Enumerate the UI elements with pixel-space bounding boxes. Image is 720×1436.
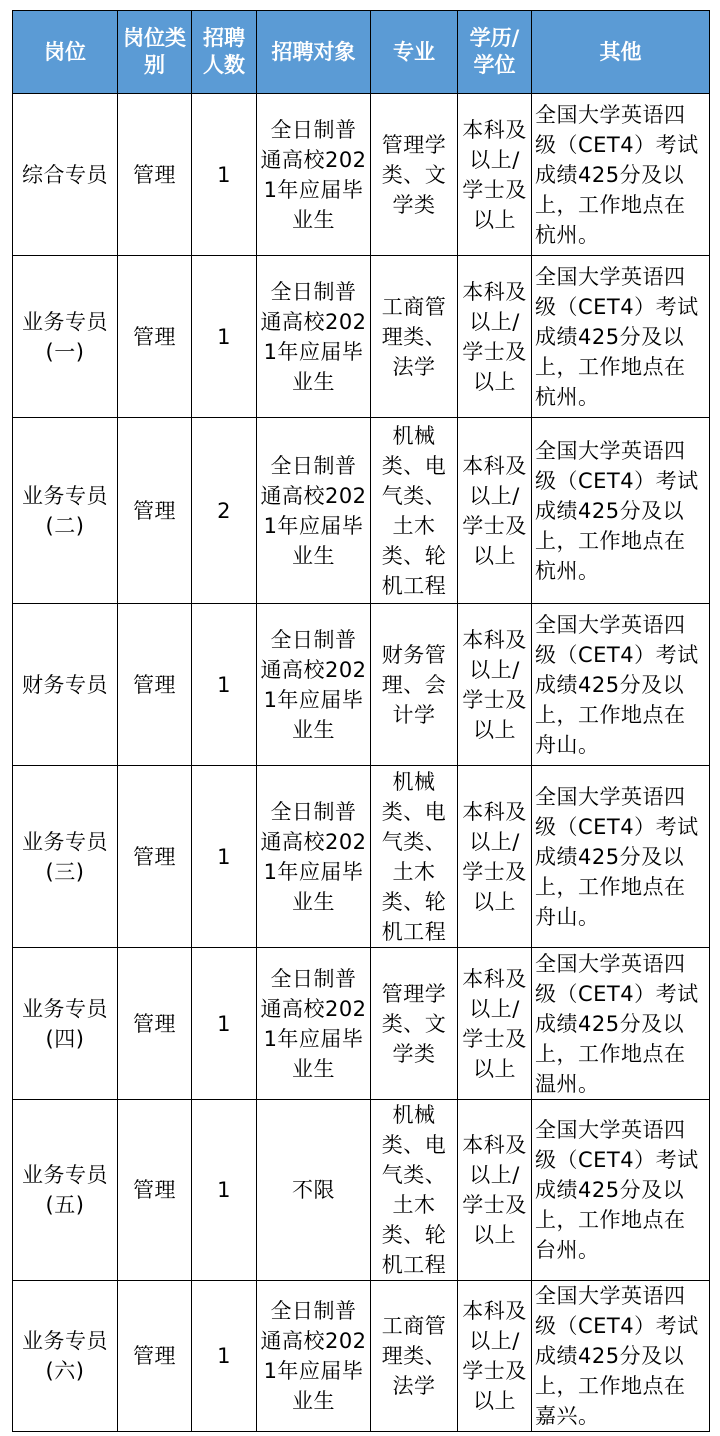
- table-row: [13, 418, 710, 604]
- cell-degree: 本科及以上/学士及以上: [458, 604, 532, 766]
- cell-position: 业务专员(五): [13, 1100, 118, 1281]
- cell-category: 管理: [118, 1281, 192, 1432]
- cell-major: 工商管理类、法学: [371, 256, 458, 418]
- cell-position: 业务专员(三): [13, 766, 118, 948]
- cell-other: 全国大学英语四级（CET4）考试成绩425分及以上，工作地点在杭州。: [532, 256, 710, 418]
- cell-major: 财务管理、会计学: [371, 604, 458, 766]
- cell-major: 机械类、电气类、土木类、轮机工程: [371, 766, 458, 948]
- cell-other: 全国大学英语四级（CET4）考试成绩425分及以上，工作地点在舟山。: [532, 766, 710, 948]
- cell-category: 管理: [118, 418, 192, 604]
- table-row: [13, 1281, 710, 1432]
- cell-category: 管理: [118, 256, 192, 418]
- cell-count: 1: [192, 1100, 257, 1281]
- header-count: 招聘人数: [192, 11, 257, 94]
- header-major: 专业: [371, 11, 458, 94]
- cell-target: 全日制普通高校2021年应届毕业生: [257, 604, 371, 766]
- header-target: 招聘对象: [257, 11, 371, 94]
- table-body: [13, 94, 710, 1432]
- header-category: 岗位类别: [118, 11, 192, 94]
- cell-target: 全日制普通高校2021年应届毕业生: [257, 94, 371, 256]
- table-row: [13, 256, 710, 418]
- cell-other: 全国大学英语四级（CET4）考试成绩425分及以上，工作地点在舟山。: [532, 604, 710, 766]
- cell-position: 综合专员: [13, 94, 118, 256]
- cell-target: 全日制普通高校2021年应届毕业生: [257, 948, 371, 1100]
- cell-degree: 本科及以上/学士及以上: [458, 766, 532, 948]
- cell-degree: 本科及以上/学士及以上: [458, 948, 532, 1100]
- cell-category: 管理: [118, 94, 192, 256]
- cell-major: 工商管理类、法学: [371, 1281, 458, 1432]
- cell-position: 业务专员(六): [13, 1281, 118, 1432]
- cell-count: 1: [192, 766, 257, 948]
- cell-major: 机械类、电气类、土木类、轮机工程: [371, 418, 458, 604]
- table-header: [13, 11, 710, 94]
- cell-degree: 本科及以上/学士及以上: [458, 418, 532, 604]
- cell-major: 机械类、电气类、土木类、轮机工程: [371, 1100, 458, 1281]
- cell-count: 1: [192, 1281, 257, 1432]
- table-row: [13, 1100, 710, 1281]
- cell-count: 1: [192, 948, 257, 1100]
- cell-count: 1: [192, 256, 257, 418]
- cell-other: 全国大学英语四级（CET4）考试成绩425分及以上，工作地点在台州。: [532, 1100, 710, 1281]
- header-row: [13, 11, 710, 94]
- cell-other: 全国大学英语四级（CET4）考试成绩425分及以上，工作地点在温州。: [532, 948, 710, 1100]
- table-row: [13, 94, 710, 256]
- cell-other: 全国大学英语四级（CET4）考试成绩425分及以上，工作地点在嘉兴。: [532, 1281, 710, 1432]
- cell-target: 全日制普通高校2021年应届毕业生: [257, 256, 371, 418]
- cell-position: 业务专员(二): [13, 418, 118, 604]
- cell-count: 1: [192, 94, 257, 256]
- cell-other: 全国大学英语四级（CET4）考试成绩425分及以上，工作地点在杭州。: [532, 418, 710, 604]
- cell-degree: 本科及以上/学士及以上: [458, 94, 532, 256]
- cell-target: 全日制普通高校2021年应届毕业生: [257, 418, 371, 604]
- cell-target: 全日制普通高校2021年应届毕业生: [257, 766, 371, 948]
- cell-degree: 本科及以上/学士及以上: [458, 256, 532, 418]
- recruitment-table: [12, 10, 710, 1432]
- cell-position: 财务专员: [13, 604, 118, 766]
- cell-major: 管理学类、文学类: [371, 94, 458, 256]
- header-other: 其他: [532, 11, 710, 94]
- header-position: 岗位: [13, 11, 118, 94]
- table-row: [13, 948, 710, 1100]
- cell-position: 业务专员(四): [13, 948, 118, 1100]
- cell-category: 管理: [118, 948, 192, 1100]
- cell-category: 管理: [118, 766, 192, 948]
- cell-degree: 本科及以上/学士及以上: [458, 1281, 532, 1432]
- cell-position: 业务专员(一): [13, 256, 118, 418]
- cell-category: 管理: [118, 1100, 192, 1281]
- header-degree: 学历/学位: [458, 11, 532, 94]
- cell-category: 管理: [118, 604, 192, 766]
- cell-target: 全日制普通高校2021年应届毕业生: [257, 1281, 371, 1432]
- cell-target: 不限: [257, 1100, 371, 1281]
- cell-count: 2: [192, 418, 257, 604]
- cell-major: 管理学类、文学类: [371, 948, 458, 1100]
- cell-other: 全国大学英语四级（CET4）考试成绩425分及以上，工作地点在杭州。: [532, 94, 710, 256]
- table-row: [13, 766, 710, 948]
- cell-count: 1: [192, 604, 257, 766]
- cell-degree: 本科及以上/学士及以上: [458, 1100, 532, 1281]
- table-row: [13, 604, 710, 766]
